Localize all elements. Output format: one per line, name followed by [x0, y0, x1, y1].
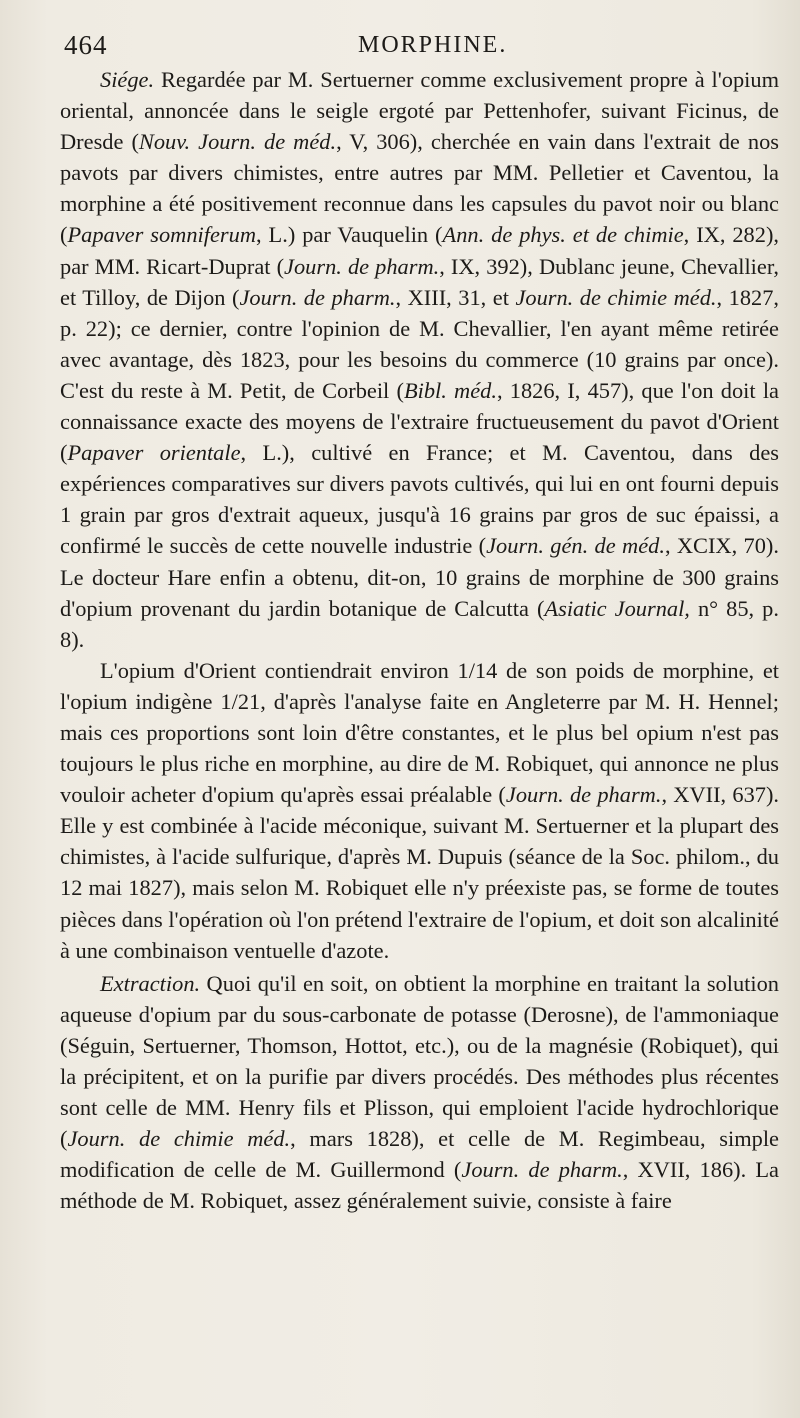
text-run: , 1827, p. 22); ce dernier, contre l'opinion de M. Chevallier, l'en ayant même retirée avec avantage, dès 1823, pour les besoins du commerce (10 grains par once). C'est du reste à M. Petit, de Corbeil ( [60, 284, 779, 403]
text-run: , XIII, 31, et [395, 284, 516, 310]
citation-text: Ann. de phys. et de chimie [442, 222, 684, 248]
text-run: , mars 1828), et celle de M. Regimbeau, simple modification de celle de M. Guillermond ( [60, 1126, 779, 1183]
citation-text: Journ. de pharm. [505, 782, 662, 808]
page-header [58, 22, 778, 70]
citation-text: Bibl. méd. [403, 377, 497, 403]
paragraph-siege [60, 64, 779, 655]
text-run: , XCIX, 70). Le docteur Hare enfin a obtenu, dit-on, 10 grains de morphine de 300 grains d'opium provenant du jardin botanique de Calcutta ( [60, 533, 779, 621]
body-text [60, 64, 779, 1216]
text-run: n° 85, p. 8). [60, 595, 779, 652]
text-run: , XVII, 186). La méthode de M. Robiquet, assez généralement suivie, consiste à faire [60, 1157, 779, 1214]
section-lead-word: Extraction. [100, 970, 201, 996]
paragraph-extraction [60, 968, 779, 1217]
citation-text: Journ. gén. de méd. [486, 533, 665, 559]
citation-text: Papaver somniferum [67, 222, 256, 248]
text-run: , IX, 392), Dublanc jeune, Chevallier, et Tilloy, de Dijon ( [60, 253, 779, 310]
citation-text: Asiatic Journal, [544, 595, 690, 621]
text-run: , V, 306), cherchée en vain dans l'extrait de nos pavots par divers chimistes, entre autres par MM. Pelletier et Caventou, la morphine a été positivement reconnue dans les capsules du pavot noir ou blanc ( [60, 129, 779, 248]
text-run: Quoi qu'il en soit, on obtient la morphine en traitant la solution aqueuse d'opium par du sous-carbonate de potasse (Derosne), de l'ammoniaque (Séguin, Sertuerner, Thomson, Hottot, etc.), ou de la magnésie (Robiquet), qui la précipitent, et on la purifie par divers procédés. Des méthodes plus récentes sont celle de MM. Henry fils et Plisson, qui emploient l'acide hydrochlorique ( [60, 970, 779, 1152]
citation-text: Papaver orientale [67, 440, 241, 466]
citation-text: Journ. de pharm. [284, 253, 440, 279]
paragraph-opium-orient [60, 655, 779, 966]
citation-text: Nouv. Journ. de méd. [138, 129, 337, 155]
citation-text: Journ. de chimie méd. [67, 1126, 291, 1152]
text-run: , 1826, I, 457), que l'on doit la connaissance exacte des moyens de l'extraire fructueusement du pavot d'Orient ( [60, 377, 779, 466]
page-number: 464 [64, 30, 108, 60]
citation-text: Journ. de pharm. [239, 284, 396, 310]
section-lead-word: Siége. [100, 67, 155, 92]
citation-text: Journ. de pharm. [461, 1157, 623, 1183]
text-run: Regardée par M. Sertuerner comme exclusivement propre à l'opium oriental, annoncée dans le seigle ergoté par Pettenhofer, suivant Ficinus, de Dresde ( [60, 67, 779, 155]
text-run: , L.), cultivé en France; et M. Caventou, dans des expériences comparatives sur divers pavots cultivés, qui lui en ont fourni depuis 1 grain par gros d'extrait aqueux, jusqu'à 16 grains par gros de suc épaissi, a confirmé le succès de cette nouvelle industrie ( [60, 440, 779, 559]
running-title: MORPHINE. [358, 32, 508, 58]
text-run: L'opium d'Orient contiendrait environ 1/14 de son poids de morphine, et l'opium indigène 1/21, d'après l'analyse faite en Angleterre par M. H. Hennel; mais ces proportions sont loin d'être constantes, et le plus bel opium n'est pas toujours le plus riche en morphine, au dire de M. Robiquet, qui annonce ne plus vouloir acheter d'opium qu'après essai préalable ( [60, 657, 779, 808]
citation-text: Journ. de chimie méd. [515, 284, 717, 310]
text-run: , XVII, 637). Elle y est combinée à l'acide méconique, suivant M. Sertuerner et la plupart des chimistes, à l'acide sulfurique, d'après M. Dupuis (séance de la Soc. philom., du 12 mai 1827), mais selon M. Robiquet elle n'y préexiste pas, se forme de toutes pièces dans l'opération où l'on prétend l'extraire de l'opium, et doit son alcalinité à une combinaison ventuelle d'azote. [60, 782, 780, 963]
text-run: , IX, 282), par MM. Ricart-Duprat ( [60, 222, 779, 279]
text-run: , L.) par Vauquelin ( [256, 222, 443, 248]
